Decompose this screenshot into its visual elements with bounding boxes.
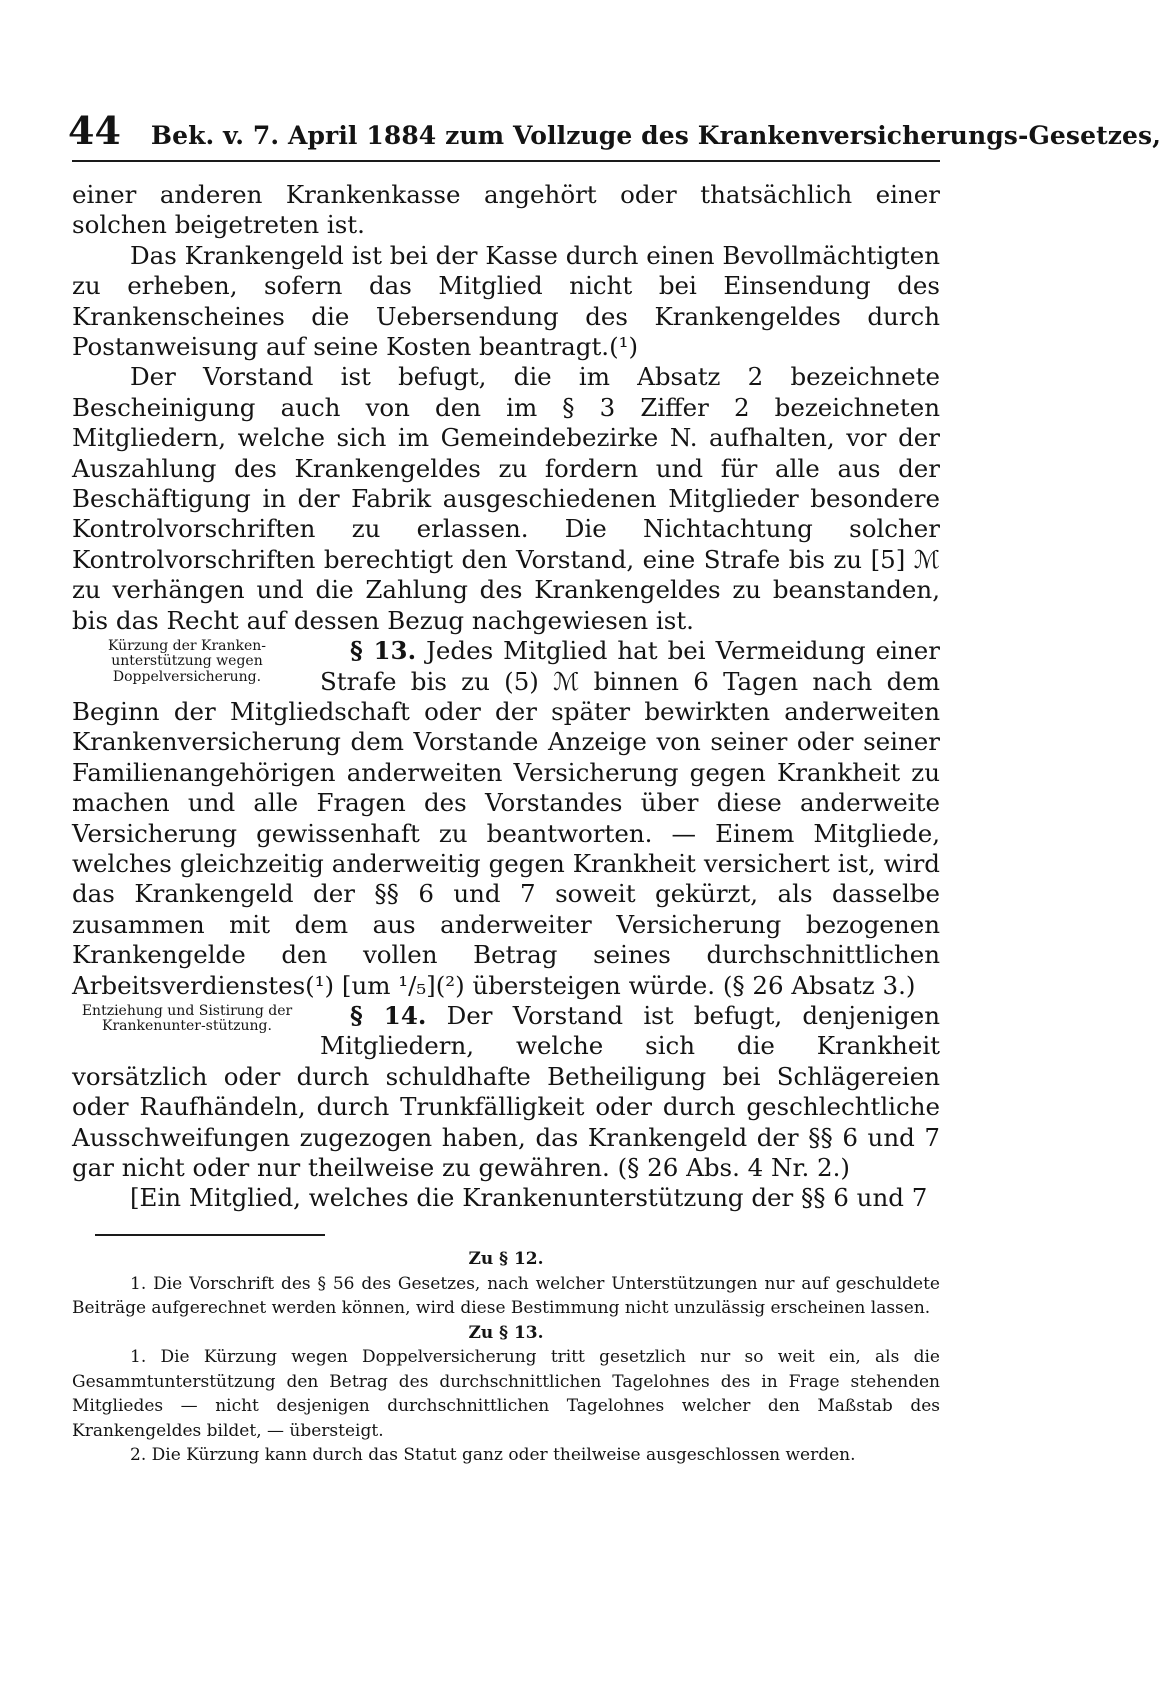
header-rule: [72, 160, 940, 162]
page-header: [68, 108, 1161, 153]
section-14-body: Der Vorstand ist befugt, denjenigen Mitgliedern, welche sich die Krankheit vorsätzlich oder durch schuldhafte Betheiligung bei Schlägereien oder Raufhändeln, durch Trunkfälligkeit oder durch geschlechtliche Ausschweifungen zugezogen haben, das Krankengeld der §§ 6 und 7 gar nicht oder nur theilweise zu gewähren. (§ 26 Abs. 4 Nr. 2.): [72, 1000, 941, 1182]
section-14: [72, 1001, 940, 1183]
section-13-mark: § 13.: [350, 636, 417, 666]
footnote-13-2: 2. Die Kürzung kann durch das Statut ganz oder theilweise ausgeschlossen werden.: [130, 1445, 856, 1465]
margin-note-section-13: Kürzung der Kranken-unterstützung wegen Doppelversicherung.: [107, 638, 267, 685]
body-text: [72, 180, 940, 1214]
margin-note-section-14: Entziehung und Sistirung der Krankenunter-stützung.: [81, 1002, 293, 1035]
footnote-heading-12: Zu § 12.: [468, 1249, 544, 1269]
running-title: Bek. v. 7. April 1884 zum Vollzuge des Krankenversicherungs-Gesetzes,: [150, 121, 1161, 150]
section-13-text: [72, 636, 940, 1001]
footnote-heading-13: Zu § 13.: [468, 1322, 544, 1343]
footnotes: [72, 1247, 940, 1468]
section-13: [72, 636, 940, 1001]
footnote-rule: [95, 1234, 325, 1236]
footnote-13-1: 1. Die Kürzung wegen Doppelversicherung tritt gesetzlich nur so weit ein, als die Gesammtunterstützung den Betrag des durchschnittlichen Tagelohnes des in Frage stehenden Mitgliedes — nicht desjenigen durchschnittlichen Tagelohnes welcher den Maßstab des Krankengeldes bildet, — übersteigt.: [72, 1347, 940, 1441]
section-14-mark: § 14.: [350, 1000, 427, 1030]
page-number: 44: [68, 108, 121, 153]
footnote-12-1: 1. Die Vorschrift des § 56 des Gesetzes, nach welcher Unterstützungen nur auf geschuldete Beiträge aufgerechnet werden können, wird diese Bestimmung nicht unzulässig erscheinen lassen.: [72, 1273, 940, 1318]
paragraph-vorstand: Der Vorstand ist befugt, die im Absatz 2 bezeichnete Bescheinigung auch von den im § 3 Ziffer 2 bezeichneten Mitgliedern, welche sich im Gemeindebezirke N. aufhalten, vor der Auszahlung des Krankengeldes zu fordern und für alle aus der Beschäftigung in der Fabrik ausgeschiedenen Mitglieder besondere Kontrolvorschriften zu erlassen. Die Nichtachtung solcher Kontrolvorschriften berechtigt den Vorstand, eine Strafe bis zu [5] ℳ zu verhängen und die Zahlung des Krankengeldes zu beanstanden, bis das Recht auf dessen Bezug nachgewiesen ist.: [72, 362, 940, 635]
paragraph-continuation: einer anderen Krankenkasse angehört oder thatsächlich einer solchen beigetreten ist.: [72, 180, 940, 240]
paragraph-krankengeld: Das Krankengeld ist bei der Kasse durch einen Bevollmächtigten zu erheben, sofern das Mitglied nicht bei Einsendung des Krankenscheines die Uebersendung des Krankengeldes durch Postanweisung auf seine Kosten beantragt.(¹): [72, 240, 940, 362]
paragraph-last: [Ein Mitglied, welches die Krankenunterstützung der §§ 6 und 7: [130, 1183, 928, 1213]
section-13-body: Jedes Mitglied hat bei Vermeidung einer Strafe bis zu (5) ℳ binnen 6 Tagen nach dem Beginn der Mitgliedschaft oder der später bewirkten anderweiten Krankenversicherung dem Vorstande Anzeige von seiner oder seiner Familienangehörigen anderweiten Versicherung gegen Krankheit zu machen und alle Fragen des Vorstandes über diese anderweite Versicherung gewissenhaft zu beantworten. — Einem Mitgliede, welches gleichzeitig anderweitig gegen Krankheit versichert ist, wird das Krankengeld der §§ 6 und 7 soweit gekürzt, als dasselbe zusammen mit dem aus anderweiter Versicherung bezogenen Krankengelde den vollen Betrag seines durchschnittlichen Arbeitsverdienstes(¹) [um ¹/₅](²) übersteigen würde. (§ 26 Absatz 3.): [72, 636, 940, 1000]
